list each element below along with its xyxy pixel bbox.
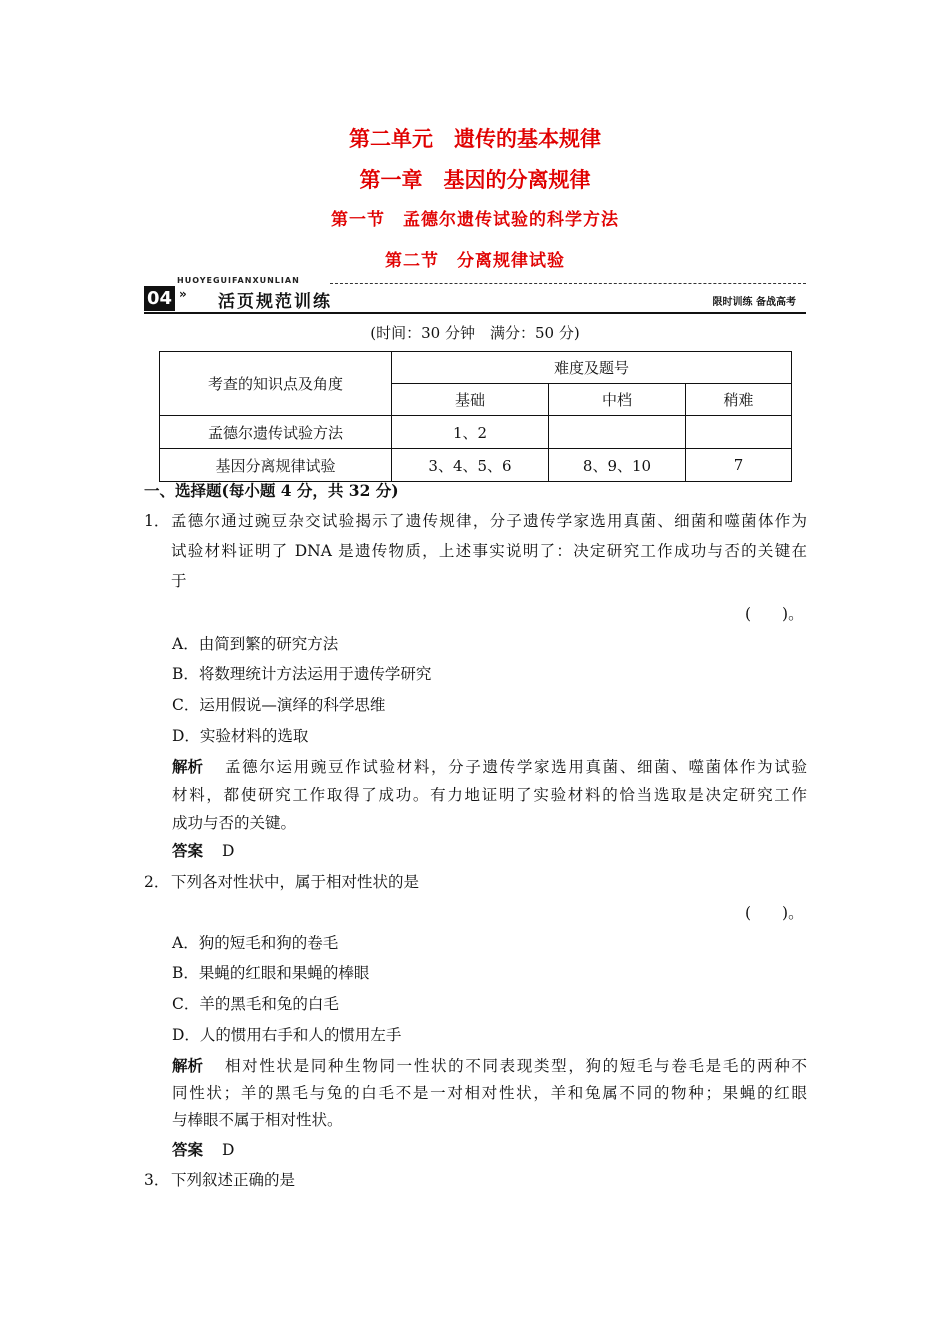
q1-option-a: A．由简到繁的研究方法: [172, 635, 339, 653]
cell-basic: 3、4、5、6: [392, 449, 549, 482]
q2-option-a: A．狗的短毛和狗的卷毛: [172, 934, 339, 952]
cell-topic: 基因分离规律试验: [160, 449, 392, 482]
cell-medium: 8、9、10: [549, 449, 686, 482]
q2-option-c: C．羊的黑毛和兔的白毛: [172, 995, 339, 1013]
q2-analysis-label: 解析: [172, 1056, 204, 1075]
banner-pinyin: HUOYEGUIFANXUNLIAN: [177, 276, 300, 285]
unit-title: 第二单元 遗传的基本规律: [349, 126, 601, 151]
q1-option-d: D．实验材料的选取: [172, 727, 309, 745]
table-row: [160, 416, 792, 449]
q3-stem-line: 下列叙述正确的是: [171, 1171, 296, 1189]
q1-stem-line: 孟德尔通过豌豆杂交试验揭示了遗传规律，分子遗传学家选用真菌、细菌和噬菌体作为: [171, 512, 807, 530]
training-banner: [144, 276, 806, 316]
cell-hard: 7: [686, 449, 792, 482]
q1-analysis-line: 成功与否的关键。: [172, 814, 297, 832]
q1-answer: D: [222, 842, 235, 860]
q1-option-b: B．将数理统计方法运用于遗传学研究: [172, 665, 432, 683]
time-score: (时间：30 分钟 满分：50 分): [370, 324, 580, 342]
q1-analysis-label: 解析: [172, 757, 204, 776]
title-block: [0, 118, 950, 282]
q2-answer: D: [222, 1141, 235, 1159]
q1-answer-label: 答案: [172, 841, 204, 860]
header-medium: 中档: [549, 384, 686, 416]
header-hard: 稍难: [686, 384, 792, 416]
q2-option-b: B．果蝇的红眼和果蝇的棒眼: [172, 964, 370, 982]
cell-medium: [549, 416, 686, 449]
q1-analysis-line: 材料，都使研究工作取得了成功。有力地证明了实验材料的恰当选取是决定研究工作: [172, 786, 807, 804]
double-chevron-icon: »: [179, 287, 187, 301]
section1-title: 第一节 孟德尔遗传试验的科学方法: [331, 210, 619, 230]
cell-topic: 孟德尔遗传试验方法: [160, 416, 392, 449]
section2-title: 第二节 分离规律试验: [385, 251, 565, 271]
header-difficulty: 难度及题号: [392, 352, 792, 384]
section-heading: 一、选择题(每小题 4 分，共 32 分): [144, 481, 399, 500]
cell-basic: 1、2: [392, 416, 549, 449]
cell-hard: [686, 416, 792, 449]
banner-name: 活页规范训练: [218, 292, 332, 312]
banner-slogan: 限时训练 备战高考: [712, 297, 796, 308]
q2-analysis-line: 同性状；羊的黑毛与兔的白毛不是一对相对性状，羊和兔属不同的物种；果蝇的红眼: [172, 1084, 807, 1102]
q2-answer-label: 答案: [172, 1140, 204, 1159]
banner-number: 04: [144, 286, 175, 311]
knowledge-table: [159, 351, 792, 482]
q2-number: 2．: [144, 873, 170, 891]
banner-rule: [144, 312, 806, 314]
q2-analysis-line: 相对性状是同种生物同一性状的不同表现类型，狗的短毛与卷毛是毛的两种不: [225, 1057, 807, 1075]
table-row: [160, 449, 792, 482]
q1-option-c: C．运用假说—演绎的科学思维: [172, 696, 386, 714]
banner-dashed-rule: [330, 283, 806, 284]
q2-stem-line: 下列各对性状中，属于相对性状的是: [171, 873, 420, 891]
q1-stem-line: 试验材料证明了 DNA 是遗传物质，上述事实说明了：决定研究工作成功与否的关键在: [171, 542, 807, 560]
q1-answer-blank: ( )。: [745, 605, 804, 623]
header-topic: 考查的知识点及角度: [160, 352, 392, 416]
chapter-title: 第一章 基因的分离规律: [359, 167, 591, 192]
q1-number: 1．: [144, 512, 170, 530]
q2-option-d: D．人的惯用右手和人的惯用左手: [172, 1026, 402, 1044]
q2-answer-blank: ( )。: [745, 904, 804, 922]
q3-number: 3．: [144, 1171, 170, 1189]
q1-analysis-line: 孟德尔运用豌豆作试验材料，分子遗传学家选用真菌、细菌、噬菌体作为试验: [225, 758, 807, 776]
q2-analysis-line: 与棒眼不属于相对性状。: [172, 1111, 343, 1129]
q1-stem-line: 于: [171, 572, 187, 590]
header-basic: 基础: [392, 384, 549, 416]
